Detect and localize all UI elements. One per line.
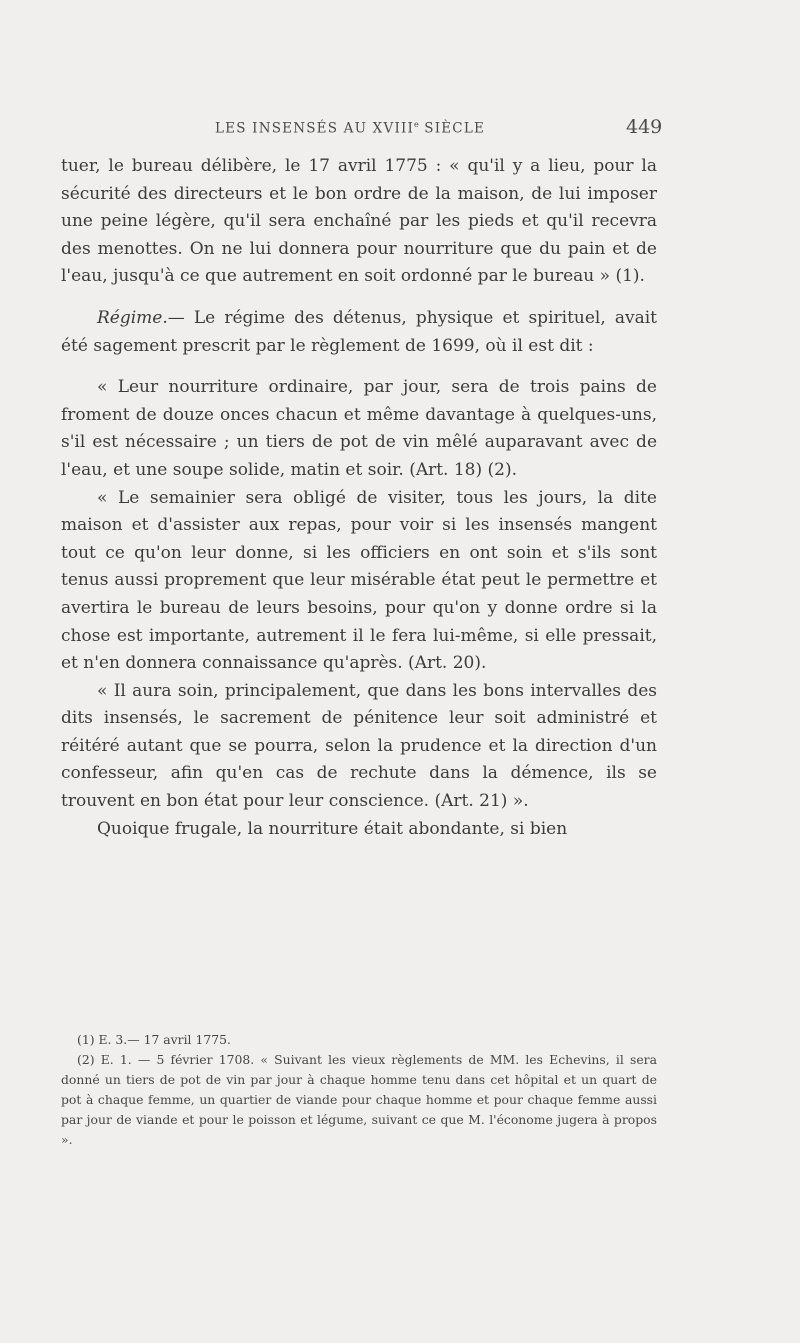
running-title: LES INSENSÉS AU XVIIIe SIÈCLE (215, 120, 486, 137)
page-number: 449 (626, 116, 663, 138)
paragraph-quote-art-20: « Le semainier sera obligé de visiter, tous les jours, la dite maison et d'assister aux repas, pour voir si les insensés mangent tout ce qu'on leur donne, si les officiers en ont soin et s'ils sont tenus aussi proprement que leur misérable état peut le permettre et avertira le bureau de leurs besoins, pour qu'on y donne ordre si la chose est importante, autrement il le fera lui-même, si elle pressait, et n'en donnera connaissance qu'après. (Art. 20). (61, 487, 657, 674)
footnote-1: (1) E. 3.— 17 avril 1775. (77, 1032, 231, 1047)
footnote-2: (2) E. 1. — 5 février 1708. « Suivant les vieux règlements de MM. les Echevins, il sera donné un tiers de pot de vin par jour à chaque homme tenu dans cet hôpital et un quart de pot à chaque femme, un quartier de viande pour chaque homme et pour chaque femme aussi par jour de viande et pour le poisson et légume, suivant ce que M. l'économe jugera à propos ». (61, 1052, 657, 1147)
running-head (60, 116, 663, 142)
body-text (61, 153, 657, 843)
paragraph-quote-art-18: « Leur nourriture ordinaire, par jour, sera de trois pains de froment de douze onces chacun et même davantage à quelques-uns, s'il est nécessaire ; un tiers de pot de vin mêlé auparavant avec de l'eau, et une soupe solide, matin et soir. (Art. 18) (2). (61, 377, 657, 480)
paragraph-frugale: Quoique frugale, la nourriture était abondante, si bien (97, 818, 568, 839)
paragraph-regime: Régime.— Le régime des détenus, physique et spirituel, avait été sagement prescrit par le règlement de 1699, où il est dit : (61, 307, 657, 356)
paragraph-quote-art-21: « Il aura soin, principalement, que dans les bons intervalles des dits insensés, le sacrement de pénitence leur soit administré et réitéré autant que se pourra, selon la prudence et la direction d'un confesseur, afin qu'en cas de rechute dans la démence, ils se trouvent en bon état pour leur conscience. (Art. 21) ». (61, 680, 657, 812)
footnotes (61, 1030, 657, 1150)
section-title-regime: Régime. (97, 307, 168, 328)
paragraph-1: tuer, le bureau délibère, le 17 avril 1775 : « qu'il y a lieu, pour la sécurité des directeurs et le bon ordre de la maison, de lui imposer une peine légère, qu'il sera enchaîné par les pieds et qu'il recevra des menottes. On ne lui donnera pour nourriture que du pain et de l'eau, jusqu'à ce que autrement en soit ordonné par le bureau » (1). (61, 156, 657, 287)
